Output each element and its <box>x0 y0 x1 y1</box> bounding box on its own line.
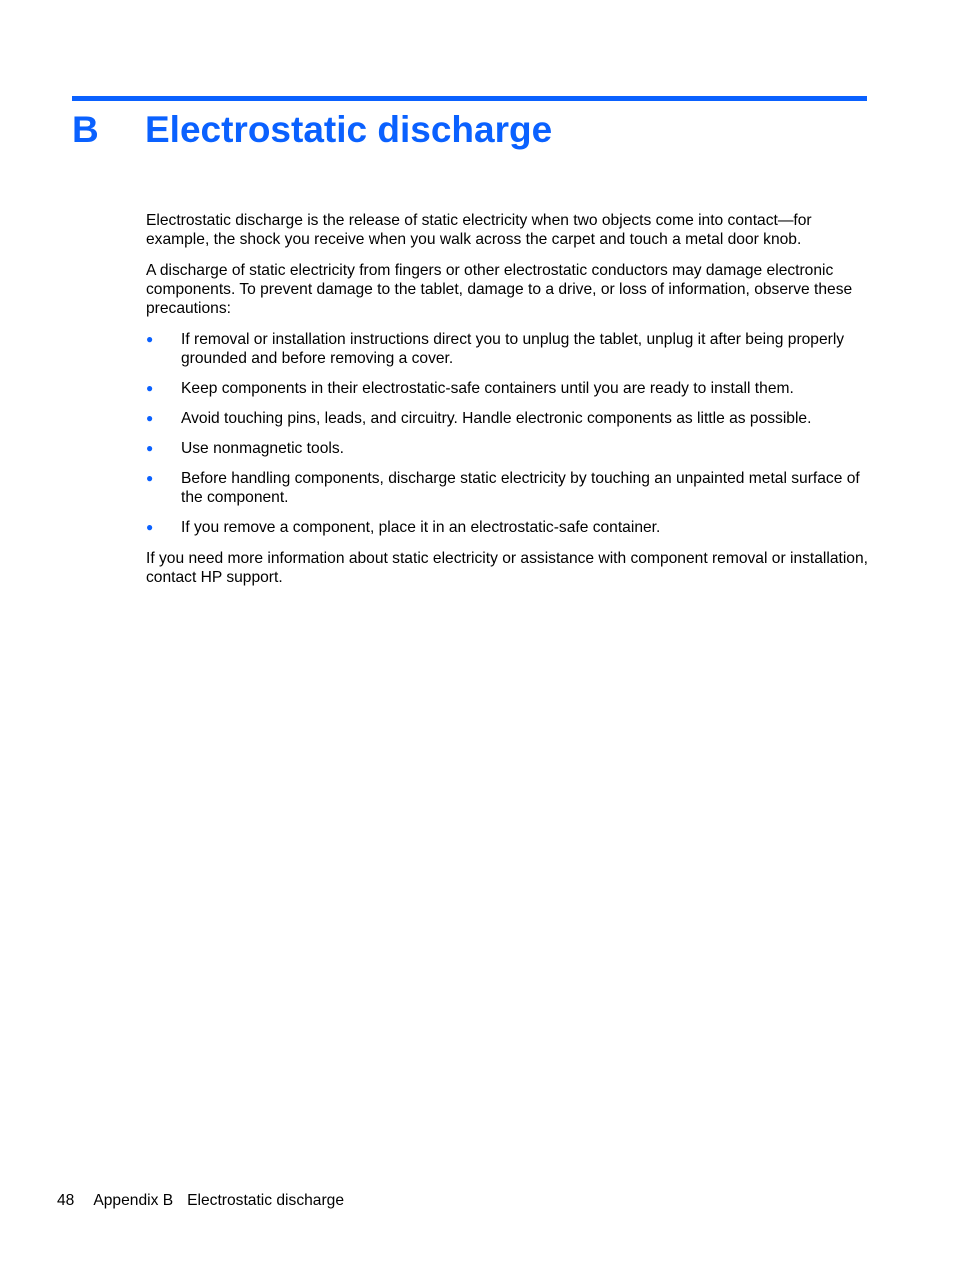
list-item <box>146 379 868 398</box>
list-item <box>146 469 868 507</box>
page-footer <box>57 1191 344 1210</box>
page-number: 48 <box>57 1192 75 1209</box>
precautions-paragraph: A discharge of static electricity from fingers or other electrostatic conductors may damage electronic components. To prevent damage to the tablet, damage to a drive, or loss of information, observe these precautions: <box>146 262 853 317</box>
list-item <box>146 330 868 368</box>
footer-section-title: Electrostatic discharge <box>187 1192 344 1209</box>
list-item <box>146 439 868 458</box>
intro-paragraph: Electrostatic discharge is the release of static electricity when two objects come into contact—for example, the shock you receive when you walk across the carpet and touch a metal door knob. <box>146 212 812 248</box>
bullet-icon: ● <box>146 332 154 346</box>
bullet-icon: ● <box>146 381 154 395</box>
bullet-icon: ● <box>146 441 154 455</box>
list-item-text: Use nonmagnetic tools. <box>181 440 344 457</box>
list-item-text: Avoid touching pins, leads, and circuitry. Handle electronic components as little as possible. <box>181 410 812 427</box>
list-item-text: Keep components in their electrostatic-safe containers until you are ready to install them. <box>181 380 794 397</box>
bullet-icon: ● <box>146 520 154 534</box>
closing-paragraph: If you need more information about static electricity or assistance with component removal or installation, contact HP support. <box>146 550 868 586</box>
chapter-rule <box>72 96 867 101</box>
list-item-text: If removal or installation instructions direct you to unplug the tablet, unplug it after being properly grounded and before removing a cover. <box>181 331 845 367</box>
list-item-text: Before handling components, discharge static electricity by touching an unpainted metal surface of the component. <box>181 470 860 506</box>
list-item <box>146 518 868 537</box>
chapter-title: Electrostatic discharge <box>145 109 553 150</box>
bullet-icon: ● <box>146 471 154 485</box>
list-item <box>146 409 868 428</box>
body-content <box>146 211 868 599</box>
list-item-text: If you remove a component, place it in an electrostatic-safe container. <box>181 519 661 536</box>
chapter-letter: B <box>72 109 99 150</box>
footer-appendix-label: Appendix B <box>93 1192 174 1209</box>
precautions-list <box>146 330 868 537</box>
bullet-icon: ● <box>146 411 154 425</box>
